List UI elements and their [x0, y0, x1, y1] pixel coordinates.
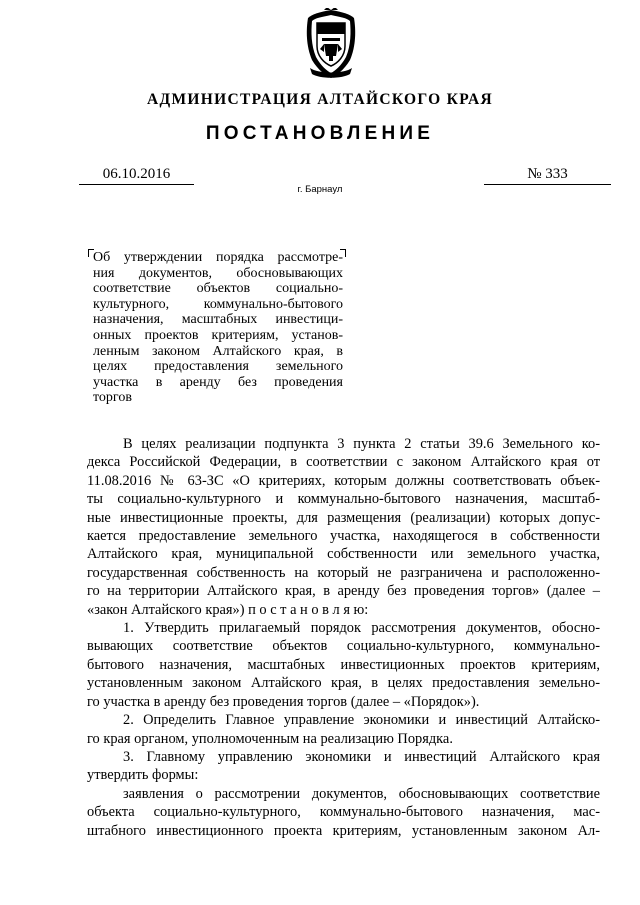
- organization-title: АДМИНИСТРАЦИЯ АЛТАЙСКОГО КРАЯ: [147, 91, 493, 108]
- body-line: декса Российской Федерации, в соответствии с законом Алтайского края от: [87, 454, 600, 471]
- body-line: 11.08.2016 № 63-ЗС «О критериях, которым должны соответствовать объек-: [87, 472, 600, 489]
- document-city: г. Барнаул: [297, 184, 343, 195]
- document-body: [87, 435, 600, 840]
- body-line: заявления о рассмотрении документов, обосновывающих соответствие: [123, 785, 600, 802]
- body-line: объекта социально-культурного, коммунально-бытового назначения, мас-: [87, 804, 600, 821]
- body-line: Алтайского края, муниципальной собственности или земельного участка,: [87, 546, 600, 563]
- body-line: утвердить формы:: [87, 767, 199, 784]
- body-line: ные инвестиционные проекты, для размещения (реализации) которых допус-: [87, 509, 600, 526]
- body-line: ты социально-культурного и коммунально-бытового назначения, масштаб-: [87, 491, 600, 508]
- body-line: 1. Утвердить прилагаемый порядок рассмотрения документов, обосно-: [123, 620, 600, 637]
- subject-line: культурного, коммунально-бытового: [93, 296, 343, 312]
- document-number: № 333: [484, 166, 611, 185]
- document-date: 06.10.2016: [79, 166, 194, 185]
- paragraph-preamble: [87, 435, 600, 619]
- body-line: го края органом, уполномоченным на реализацию Порядка.: [87, 730, 453, 747]
- body-line: штабного инвестиционного проекта критериям, установленным законом Ал-: [87, 822, 600, 839]
- body-line: бытового назначения, масштабных инвестиционных проектов критериям,: [87, 656, 600, 673]
- document-type-title: ПОСТАНОВЛЕНИЕ: [205, 123, 435, 144]
- body-line: В целях реализации подпункта 3 пункта 2 статьи 39.6 Земельного ко-: [123, 436, 600, 452]
- subject-line: соответствие объектов социально-: [93, 281, 343, 297]
- altai-krai-coat-of-arms-icon: [300, 8, 362, 80]
- document-subject: [93, 250, 343, 406]
- subject-line: торгов: [93, 390, 132, 406]
- body-line: кается предоставление земельного участка, находящегося в собственности: [87, 528, 600, 545]
- body-line: го на территории Алтайского края, в аренду без проведения торгов» (далее –: [87, 583, 600, 600]
- body-line: го участка в аренду без проведения торгов (далее – «Порядок»).: [87, 693, 480, 710]
- paragraph-item-3: [87, 748, 600, 785]
- paragraph-item-2: [87, 711, 600, 748]
- body-line: вывающих соответствие объектов социально-культурного, коммунально-: [87, 638, 600, 655]
- subject-line: ленным законом Алтайского края, в: [93, 343, 343, 359]
- paragraph-item-1: [87, 619, 600, 711]
- body-line: установленным законом Алтайского края, в целях предоставления земельно-: [87, 675, 600, 692]
- body-line: «закон Алтайского края») п о с т а н о в л я ю:: [87, 601, 369, 618]
- subject-line: онных проектов критериям, установ-: [93, 327, 343, 343]
- body-line: 2. Определить Главное управление экономики и инвестиций Алтайско-: [123, 712, 600, 729]
- paragraph-forms: [87, 785, 600, 840]
- body-line: государственная собственность на который не разграничена и расположенно-: [87, 564, 600, 581]
- subject-line: целях предоставления земельного: [93, 359, 343, 375]
- body-line: 3. Главному управлению экономики и инвестиций Алтайского края: [123, 748, 600, 765]
- subject-line: ния документов, обосновывающих: [93, 265, 343, 281]
- subject-line: Об утверждении порядка рассмотре-: [93, 250, 343, 265]
- subject-line: назначения, масштабных инвестици-: [93, 312, 343, 328]
- subject-line: участка в аренду без проведения: [93, 374, 343, 390]
